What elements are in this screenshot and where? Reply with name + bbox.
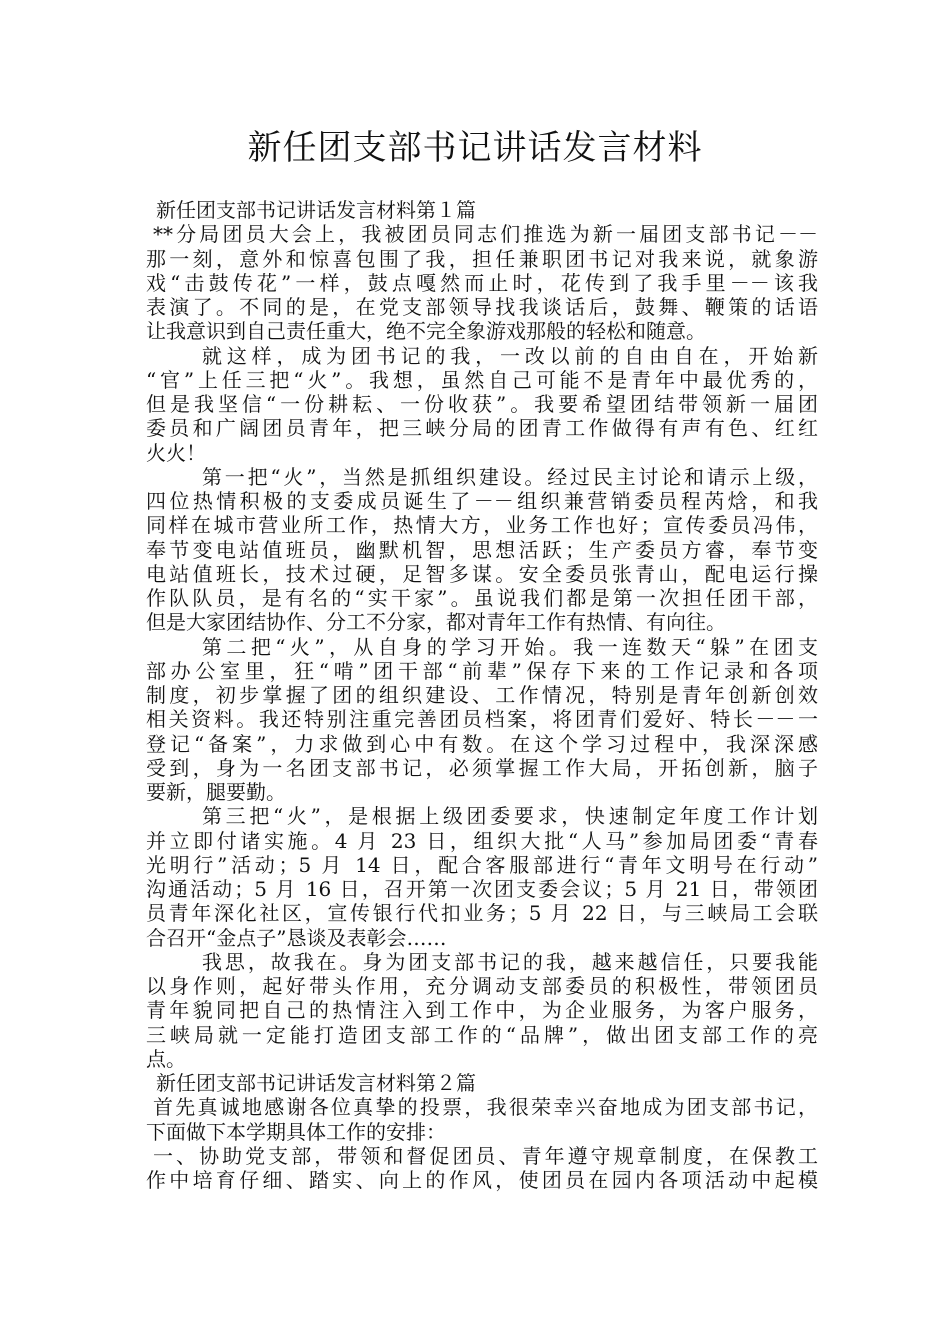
paragraph-line: 部办公室里，狂“啃”团干部“前辈”保存下来的工作记录和各项 bbox=[146, 658, 818, 683]
paragraph-line: 第二把“火”，从自身的学习开始。我一连数天“躲”在团支 bbox=[202, 634, 818, 659]
paragraph-line: 让我意识到自己责任重大，绝不完全象游戏那般的轻松和随意。 bbox=[146, 319, 706, 344]
paragraph-line: 第一把“火”，当然是抓组织建设。经过民主讨论和请示上级， bbox=[202, 464, 818, 489]
paragraph-line: 下面做下本学期具体工作的安排： bbox=[146, 1119, 446, 1144]
paragraph-line: **分局团员大会上，我被团员同志们推选为新一届团支部书记－－ bbox=[153, 222, 818, 247]
section-heading: 新任团支部书记讲话发言材料第２篇 bbox=[156, 1071, 476, 1095]
paragraph-line: 电站值班长，技术过硬，足智多谋。安全委员张青山，配电运行操 bbox=[146, 561, 818, 586]
paragraph-line: 表演了。不同的是，在党支部领导找我谈话后，鼓舞、鞭策的话语 bbox=[146, 295, 818, 319]
paragraph-line: 登记“备案”，力求做到心中有数。在这个学习过程中，我深深感 bbox=[146, 731, 818, 756]
paragraph-line: 火火！ bbox=[146, 440, 206, 465]
document-title: 新任团支部书记讲话发言材料 bbox=[247, 128, 703, 168]
paragraph-line: 就这样，成为团书记的我，一改以前的自由自在，开始新 bbox=[202, 343, 818, 368]
paragraph-line: 光明行”活动；5 月 14 日，配合客服部进行“青年文明号在行动” bbox=[146, 852, 818, 877]
paragraph-line: 员青年深化社区，宣传银行代扣业务；5 月 22 日，与三峡局工会联 bbox=[146, 901, 818, 926]
paragraph-line: 奉节变电站值班员，幽默机智，思想活跃；生产委员方睿，奉节变 bbox=[146, 537, 818, 562]
paragraph-line: 作中培育仔细、踏实、向上的作风，使团员在园内各项活动中起模 bbox=[146, 1168, 818, 1192]
paragraph-line: 点。 bbox=[146, 1046, 186, 1071]
paragraph-line: 首先真诚地感谢各位真挚的投票，我很荣幸兴奋地成为团支部书记， bbox=[153, 1095, 818, 1120]
paragraph-line: 合召开“金点子”恳谈及表彰会…… bbox=[146, 925, 447, 950]
paragraph-line: 并立即付诸实施。4 月 23 日，组织大批“人马”参加局团委“青春 bbox=[146, 828, 818, 853]
paragraph-line: 四位热情积极的支委成员诞生了－－组织兼营销委员程芮焓，和我 bbox=[146, 489, 818, 513]
paragraph-line: 但是大家团结协作、分工不分家，都对青年工作有热情、有向往。 bbox=[146, 610, 726, 635]
paragraph-line: 一、协助党支部，带领和督促团员、青年遵守规章制度，在保教工 bbox=[153, 1143, 818, 1168]
paragraph-line: 戏“击鼓传花”一样，鼓点嘎然而止时，花传到了我手里－－该我 bbox=[146, 270, 818, 295]
paragraph-line: 青年貌同把自己的热情注入到工作中，为企业服务，为客户服务， bbox=[146, 998, 818, 1023]
paragraph-line: 制度，初步掌握了团的组织建设、工作情况，特别是青年创新创效 bbox=[146, 683, 818, 707]
paragraph-line: 委员和广阔团员青年，把三峡分局的团青工作做得有声有色、红红 bbox=[146, 416, 818, 441]
paragraph-line: 要新，腿要勤。 bbox=[146, 780, 286, 804]
paragraph-line: 相关资料。我还特别注重完善团员档案，将团青们爱好、特长－－一 bbox=[146, 707, 818, 732]
paragraph-line: 我思，故我在。身为团支部书记的我，越来越信任，只要我能 bbox=[202, 949, 818, 974]
paragraph-line: 第三把“火”，是根据上级团委要求，快速制定年度工作计划 bbox=[202, 804, 818, 829]
paragraph-line: “官”上任三把“火”。我想，虽然自己可能不是青年中最优秀的， bbox=[146, 367, 818, 392]
paragraph-line: 受到，身为一名团支部书记，必须掌握工作大局，开拓创新，脑子 bbox=[146, 755, 818, 780]
paragraph-line: 同样在城市营业所工作，热情大方，业务工作也好；宣传委员冯伟， bbox=[146, 513, 818, 538]
paragraph-line: 以身作则，起好带头作用，充分调动支部委员的积极性，带领团员 bbox=[146, 974, 818, 998]
section-heading: 新任团支部书记讲话发言材料第１篇 bbox=[156, 198, 476, 222]
paragraph-line: 沟通活动；5 月 16 日，召开第一次团支委会议；5 月 21 日，带领团 bbox=[146, 877, 818, 901]
paragraph-line: 那一刻，意外和惊喜包围了我，担任兼职团书记对我来说，就象游 bbox=[146, 246, 818, 271]
document-body bbox=[146, 198, 818, 1192]
paragraph-line: 但是我坚信“一份耕耘、一份收获”。我要希望团结带领新一届团 bbox=[146, 392, 818, 416]
paragraph-line: 三峡局就一定能打造团支部工作的“品牌”，做出团支部工作的亮 bbox=[146, 1022, 818, 1047]
paragraph-line: 作队队员，是有名的“实干家”。虽说我们都是第一次担任团干部， bbox=[146, 586, 818, 610]
